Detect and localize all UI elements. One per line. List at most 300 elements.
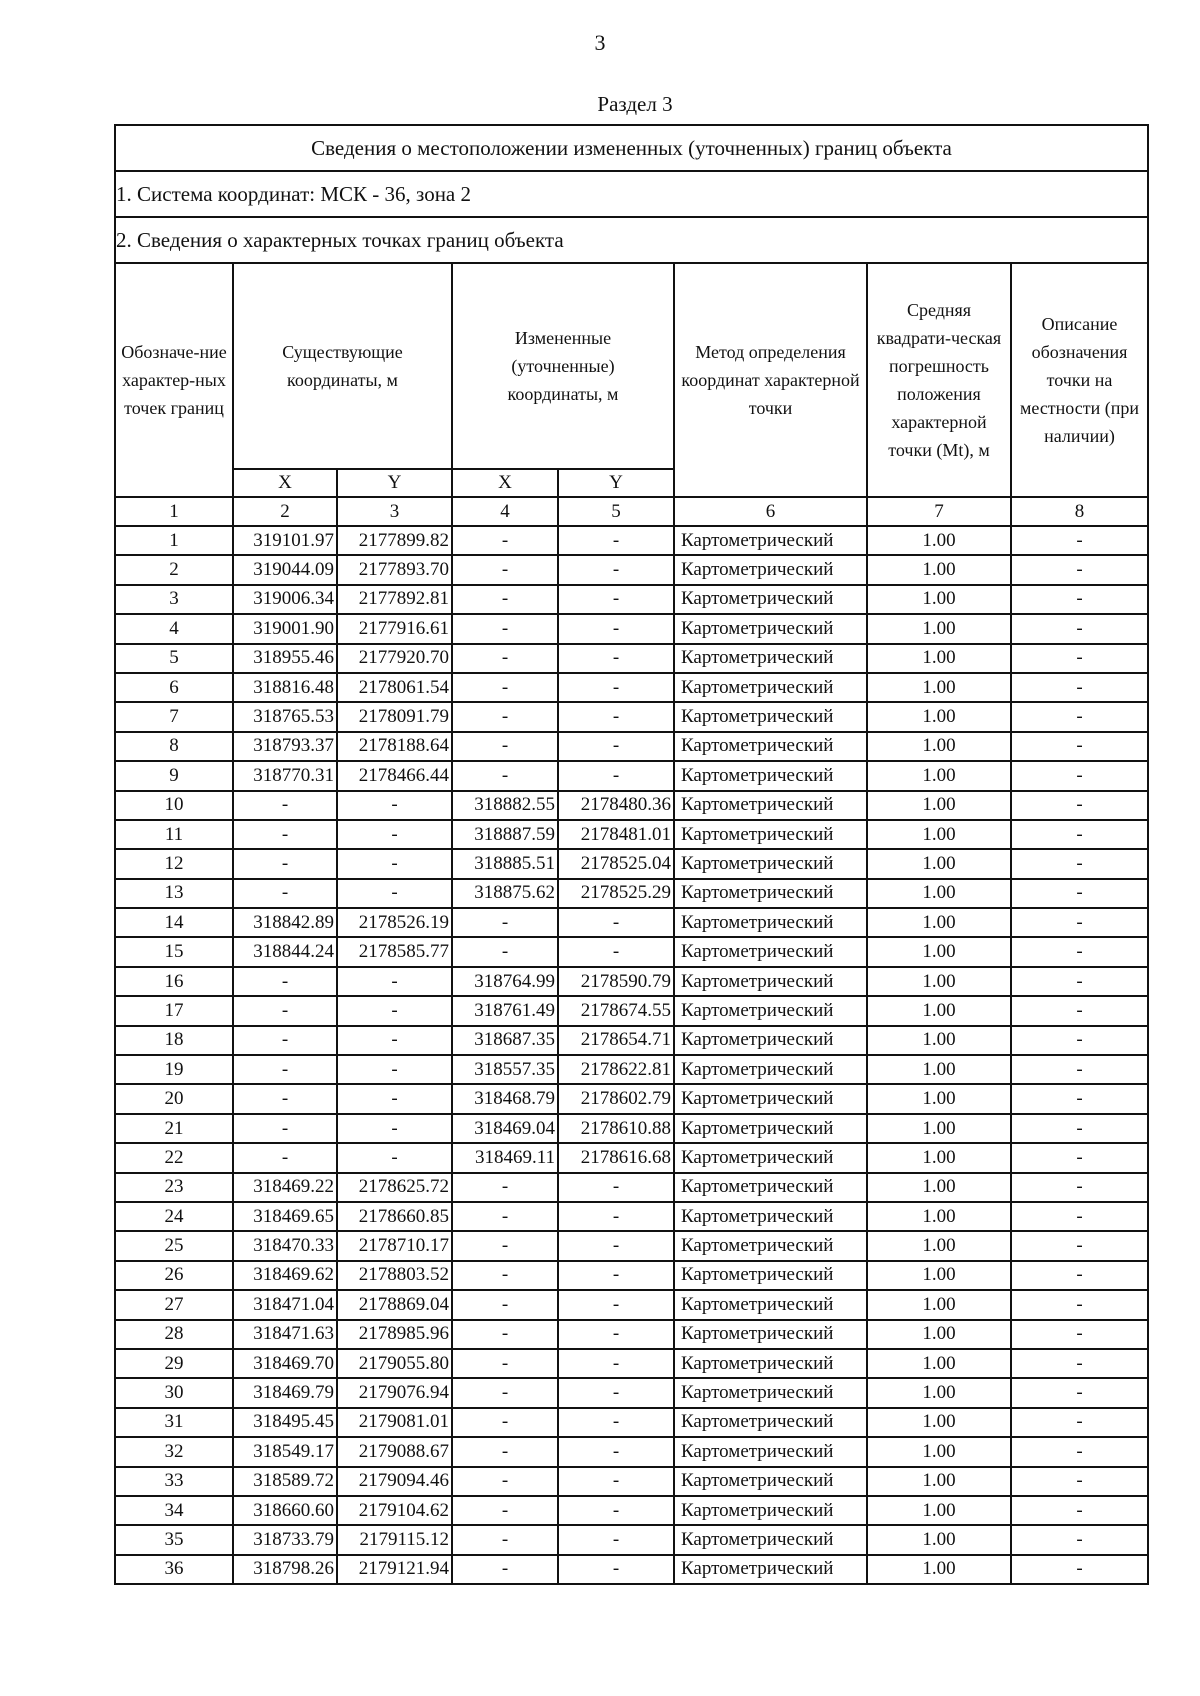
method-cell: Картометрический <box>674 996 867 1025</box>
changed-y-cell: - <box>558 1231 674 1260</box>
description-cell: - <box>1011 732 1148 761</box>
error-cell: 1.00 <box>867 526 1011 555</box>
point-number-cell: 33 <box>115 1467 233 1496</box>
error-cell: 1.00 <box>867 1231 1011 1260</box>
changed-y-cell: - <box>558 1202 674 1231</box>
description-cell: - <box>1011 585 1148 614</box>
table-row <box>115 1290 1148 1319</box>
existing-x-cell: - <box>233 996 337 1025</box>
column-number: 1 <box>115 497 233 526</box>
table-row <box>115 673 1148 702</box>
changed-y-cell: 2178525.04 <box>558 849 674 878</box>
changed-y-cell: - <box>558 1525 674 1554</box>
table-title: Сведения о местоположении измененных (уточненных) границ объекта <box>115 125 1148 171</box>
existing-y-cell: 2179076.94 <box>337 1378 452 1407</box>
header-existing-y: Y <box>337 469 452 497</box>
changed-x-cell: - <box>452 732 558 761</box>
table-row <box>115 555 1148 584</box>
changed-y-cell: - <box>558 1261 674 1290</box>
existing-y-cell: 2178869.04 <box>337 1290 452 1319</box>
column-number: 7 <box>867 497 1011 526</box>
description-cell: - <box>1011 1231 1148 1260</box>
error-cell: 1.00 <box>867 1525 1011 1554</box>
existing-y-cell: 2178526.19 <box>337 908 452 937</box>
point-number-cell: 4 <box>115 614 233 643</box>
existing-x-cell: 319101.97 <box>233 526 337 555</box>
changed-x-cell: - <box>452 644 558 673</box>
error-cell: 1.00 <box>867 1320 1011 1349</box>
changed-x-cell: - <box>452 1231 558 1260</box>
method-cell: Картометрический <box>674 585 867 614</box>
error-cell: 1.00 <box>867 1143 1011 1172</box>
changed-y-cell: - <box>558 732 674 761</box>
changed-y-cell: - <box>558 1378 674 1407</box>
column-number: 6 <box>674 497 867 526</box>
changed-x-cell: 318469.11 <box>452 1143 558 1172</box>
method-cell: Картометрический <box>674 644 867 673</box>
changed-x-cell: - <box>452 526 558 555</box>
changed-y-cell: 2178590.79 <box>558 967 674 996</box>
point-number-cell: 24 <box>115 1202 233 1231</box>
existing-y-cell: 2179094.46 <box>337 1467 452 1496</box>
changed-x-cell: 318764.99 <box>452 967 558 996</box>
existing-x-cell: - <box>233 967 337 996</box>
existing-x-cell: - <box>233 849 337 878</box>
existing-y-cell: 2177893.70 <box>337 555 452 584</box>
error-cell: 1.00 <box>867 1290 1011 1319</box>
table-row <box>115 1378 1148 1407</box>
existing-y-cell: - <box>337 967 452 996</box>
existing-y-cell: 2178188.64 <box>337 732 452 761</box>
changed-y-cell: 2178616.68 <box>558 1143 674 1172</box>
description-cell: - <box>1011 996 1148 1025</box>
changed-x-cell: - <box>452 1525 558 1554</box>
error-cell: 1.00 <box>867 937 1011 966</box>
changed-x-cell: - <box>452 1290 558 1319</box>
table-row <box>115 644 1148 673</box>
point-number-cell: 13 <box>115 879 233 908</box>
column-number: 5 <box>558 497 674 526</box>
existing-y-cell: 2178585.77 <box>337 937 452 966</box>
method-cell: Картометрический <box>674 820 867 849</box>
point-number-cell: 32 <box>115 1437 233 1466</box>
description-cell: - <box>1011 791 1148 820</box>
changed-x-cell: - <box>452 1349 558 1378</box>
existing-y-cell: - <box>337 791 452 820</box>
description-cell: - <box>1011 1349 1148 1378</box>
method-cell: Картометрический <box>674 1202 867 1231</box>
existing-y-cell: 2178710.17 <box>337 1231 452 1260</box>
existing-y-cell: 2179115.12 <box>337 1525 452 1554</box>
changed-x-cell: 318761.49 <box>452 996 558 1025</box>
point-number-cell: 36 <box>115 1555 233 1584</box>
existing-y-cell: - <box>337 1084 452 1113</box>
method-cell: Картометрический <box>674 1496 867 1525</box>
table-row <box>115 1084 1148 1113</box>
existing-x-cell: - <box>233 1084 337 1113</box>
existing-x-cell: 318469.22 <box>233 1173 337 1202</box>
existing-x-cell: 318793.37 <box>233 732 337 761</box>
description-cell: - <box>1011 761 1148 790</box>
changed-x-cell: 318469.04 <box>452 1114 558 1143</box>
changed-x-cell: - <box>452 1202 558 1231</box>
existing-x-cell: 318469.70 <box>233 1349 337 1378</box>
changed-x-cell: - <box>452 761 558 790</box>
error-cell: 1.00 <box>867 1378 1011 1407</box>
table-row <box>115 1202 1148 1231</box>
method-cell: Картометрический <box>674 1084 867 1113</box>
existing-x-cell: 318842.89 <box>233 908 337 937</box>
existing-x-cell: 318798.26 <box>233 1555 337 1584</box>
description-cell: - <box>1011 879 1148 908</box>
error-cell: 1.00 <box>867 1055 1011 1084</box>
error-cell: 1.00 <box>867 1202 1011 1231</box>
method-cell: Картометрический <box>674 1349 867 1378</box>
page-number: 3 <box>594 30 606 55</box>
error-cell: 1.00 <box>867 1437 1011 1466</box>
table-row <box>115 937 1148 966</box>
existing-y-cell: 2178061.54 <box>337 673 452 702</box>
point-number-cell: 16 <box>115 967 233 996</box>
existing-y-cell: 2179104.62 <box>337 1496 452 1525</box>
error-cell: 1.00 <box>867 820 1011 849</box>
table-row <box>115 1496 1148 1525</box>
method-cell: Картометрический <box>674 1290 867 1319</box>
description-cell: - <box>1011 1055 1148 1084</box>
existing-y-cell: 2179121.94 <box>337 1555 452 1584</box>
method-cell: Картометрический <box>674 732 867 761</box>
changed-x-cell: - <box>452 702 558 731</box>
existing-x-cell: 318495.45 <box>233 1408 337 1437</box>
existing-x-cell: 318469.65 <box>233 1202 337 1231</box>
method-cell: Картометрический <box>674 937 867 966</box>
method-cell: Картометрический <box>674 1525 867 1554</box>
error-cell: 1.00 <box>867 585 1011 614</box>
changed-y-cell: 2178525.29 <box>558 879 674 908</box>
changed-x-cell: - <box>452 1408 558 1437</box>
point-number-cell: 25 <box>115 1231 233 1260</box>
existing-x-cell: 318469.79 <box>233 1378 337 1407</box>
point-number-cell: 17 <box>115 996 233 1025</box>
table-row <box>115 761 1148 790</box>
changed-x-cell: 318885.51 <box>452 849 558 878</box>
table-row <box>115 1231 1148 1260</box>
table-row <box>115 1437 1148 1466</box>
error-cell: 1.00 <box>867 614 1011 643</box>
changed-y-cell: - <box>558 761 674 790</box>
changed-x-cell: 318875.62 <box>452 879 558 908</box>
changed-y-cell: - <box>558 555 674 584</box>
description-cell: - <box>1011 1378 1148 1407</box>
description-cell: - <box>1011 1202 1148 1231</box>
column-number: 4 <box>452 497 558 526</box>
point-number-cell: 3 <box>115 585 233 614</box>
changed-y-cell: 2178481.01 <box>558 820 674 849</box>
table-row <box>115 820 1148 849</box>
existing-x-cell: - <box>233 1026 337 1055</box>
existing-x-cell: 319044.09 <box>233 555 337 584</box>
changed-y-cell: 2178654.71 <box>558 1026 674 1055</box>
error-cell: 1.00 <box>867 879 1011 908</box>
point-number-cell: 28 <box>115 1320 233 1349</box>
existing-x-cell: 318770.31 <box>233 761 337 790</box>
existing-y-cell: - <box>337 1055 452 1084</box>
table-row <box>115 1143 1148 1172</box>
table-row <box>115 849 1148 878</box>
point-number-cell: 21 <box>115 1114 233 1143</box>
method-cell: Картометрический <box>674 1261 867 1290</box>
boundary-points-table <box>114 124 1149 1585</box>
error-cell: 1.00 <box>867 791 1011 820</box>
error-cell: 1.00 <box>867 1408 1011 1437</box>
description-cell: - <box>1011 1261 1148 1290</box>
table-row <box>115 1320 1148 1349</box>
error-cell: 1.00 <box>867 644 1011 673</box>
table-row <box>115 585 1148 614</box>
error-cell: 1.00 <box>867 732 1011 761</box>
point-number-cell: 7 <box>115 702 233 731</box>
description-cell: - <box>1011 1084 1148 1113</box>
changed-x-cell: - <box>452 937 558 966</box>
error-cell: 1.00 <box>867 1261 1011 1290</box>
table-row <box>115 996 1148 1025</box>
table-row <box>115 1525 1148 1554</box>
header-point: Обозначе-ние характер-ных точек границ <box>115 263 233 497</box>
description-cell: - <box>1011 1408 1148 1437</box>
existing-y-cell: 2177892.81 <box>337 585 452 614</box>
method-cell: Картометрический <box>674 555 867 584</box>
existing-y-cell: 2178803.52 <box>337 1261 452 1290</box>
description-cell: - <box>1011 1173 1148 1202</box>
changed-x-cell: - <box>452 673 558 702</box>
point-number-cell: 20 <box>115 1084 233 1113</box>
existing-y-cell: 2179088.67 <box>337 1437 452 1466</box>
error-cell: 1.00 <box>867 1555 1011 1584</box>
table-row <box>115 1261 1148 1290</box>
table-row <box>115 526 1148 555</box>
changed-y-cell: 2178674.55 <box>558 996 674 1025</box>
table-row <box>115 1114 1148 1143</box>
point-number-cell: 27 <box>115 1290 233 1319</box>
existing-x-cell: 318589.72 <box>233 1467 337 1496</box>
method-cell: Картометрический <box>674 1408 867 1437</box>
column-number: 8 <box>1011 497 1148 526</box>
header-changed-y: Y <box>558 469 674 497</box>
header-method: Метод определения координат характерной точки <box>674 263 867 497</box>
changed-x-cell: - <box>452 1437 558 1466</box>
changed-y-cell: 2178610.88 <box>558 1114 674 1143</box>
existing-x-cell: 318733.79 <box>233 1525 337 1554</box>
existing-x-cell: 318471.63 <box>233 1320 337 1349</box>
existing-y-cell: 2178466.44 <box>337 761 452 790</box>
error-cell: 1.00 <box>867 1026 1011 1055</box>
table-row <box>115 1555 1148 1584</box>
description-cell: - <box>1011 1026 1148 1055</box>
existing-y-cell: - <box>337 820 452 849</box>
header-existing-x: X <box>233 469 337 497</box>
existing-x-cell: - <box>233 1143 337 1172</box>
error-cell: 1.00 <box>867 1496 1011 1525</box>
header-existing-coordinates: Существующие координаты, м <box>233 263 452 469</box>
existing-y-cell: 2177899.82 <box>337 526 452 555</box>
table-body <box>115 526 1148 1584</box>
changed-y-cell: - <box>558 908 674 937</box>
table-row <box>115 879 1148 908</box>
table-row <box>115 791 1148 820</box>
existing-y-cell: 2179081.01 <box>337 1408 452 1437</box>
column-number: 2 <box>233 497 337 526</box>
existing-y-cell: 2178625.72 <box>337 1173 452 1202</box>
changed-x-cell: - <box>452 585 558 614</box>
existing-x-cell: 318660.60 <box>233 1496 337 1525</box>
description-cell: - <box>1011 614 1148 643</box>
point-number-cell: 35 <box>115 1525 233 1554</box>
method-cell: Картометрический <box>674 1231 867 1260</box>
existing-y-cell: - <box>337 879 452 908</box>
error-cell: 1.00 <box>867 673 1011 702</box>
point-number-cell: 10 <box>115 791 233 820</box>
existing-y-cell: 2177916.61 <box>337 614 452 643</box>
existing-x-cell: - <box>233 1055 337 1084</box>
changed-y-cell: - <box>558 1349 674 1378</box>
error-cell: 1.00 <box>867 702 1011 731</box>
table-row <box>115 1349 1148 1378</box>
method-cell: Картометрический <box>674 1437 867 1466</box>
method-cell: Картометрический <box>674 1378 867 1407</box>
description-cell: - <box>1011 937 1148 966</box>
method-cell: Картометрический <box>674 1320 867 1349</box>
changed-y-cell: - <box>558 673 674 702</box>
changed-y-cell: - <box>558 1408 674 1437</box>
existing-x-cell: 318469.62 <box>233 1261 337 1290</box>
error-cell: 1.00 <box>867 1467 1011 1496</box>
method-cell: Картометрический <box>674 702 867 731</box>
point-number-cell: 22 <box>115 1143 233 1172</box>
error-cell: 1.00 <box>867 555 1011 584</box>
description-cell: - <box>1011 908 1148 937</box>
existing-x-cell: 318549.17 <box>233 1437 337 1466</box>
error-cell: 1.00 <box>867 1084 1011 1113</box>
point-number-cell: 19 <box>115 1055 233 1084</box>
changed-y-cell: 2178602.79 <box>558 1084 674 1113</box>
description-cell: - <box>1011 1525 1148 1554</box>
existing-y-cell: - <box>337 849 452 878</box>
existing-x-cell: 318471.04 <box>233 1290 337 1319</box>
method-cell: Картометрический <box>674 761 867 790</box>
changed-x-cell: - <box>452 1261 558 1290</box>
existing-y-cell: 2178091.79 <box>337 702 452 731</box>
changed-y-cell: - <box>558 1320 674 1349</box>
method-cell: Картометрический <box>674 908 867 937</box>
changed-y-cell: - <box>558 1467 674 1496</box>
point-number-cell: 15 <box>115 937 233 966</box>
changed-x-cell: - <box>452 614 558 643</box>
description-cell: - <box>1011 849 1148 878</box>
changed-y-cell: - <box>558 702 674 731</box>
point-number-cell: 18 <box>115 1026 233 1055</box>
changed-x-cell: 318887.59 <box>452 820 558 849</box>
existing-x-cell: 318816.48 <box>233 673 337 702</box>
description-cell: - <box>1011 1114 1148 1143</box>
error-cell: 1.00 <box>867 996 1011 1025</box>
changed-y-cell: - <box>558 1290 674 1319</box>
method-cell: Картометрический <box>674 1114 867 1143</box>
existing-x-cell: - <box>233 879 337 908</box>
description-cell: - <box>1011 1467 1148 1496</box>
existing-x-cell: 318844.24 <box>233 937 337 966</box>
changed-y-cell: - <box>558 1173 674 1202</box>
description-cell: - <box>1011 673 1148 702</box>
existing-y-cell: 2178660.85 <box>337 1202 452 1231</box>
changed-x-cell: 318468.79 <box>452 1084 558 1113</box>
description-cell: - <box>1011 1555 1148 1584</box>
existing-x-cell: 318470.33 <box>233 1231 337 1260</box>
point-number-cell: 12 <box>115 849 233 878</box>
existing-x-cell: 319001.90 <box>233 614 337 643</box>
description-cell: - <box>1011 1496 1148 1525</box>
existing-y-cell: - <box>337 996 452 1025</box>
table-row <box>115 908 1148 937</box>
changed-y-cell: - <box>558 1555 674 1584</box>
changed-y-cell: - <box>558 585 674 614</box>
method-cell: Картометрический <box>674 1467 867 1496</box>
point-number-cell: 30 <box>115 1378 233 1407</box>
changed-x-cell: - <box>452 1496 558 1525</box>
point-number-cell: 9 <box>115 761 233 790</box>
point-number-cell: 6 <box>115 673 233 702</box>
method-cell: Картометрический <box>674 673 867 702</box>
method-cell: Картометрический <box>674 791 867 820</box>
error-cell: 1.00 <box>867 1114 1011 1143</box>
method-cell: Картометрический <box>674 1143 867 1172</box>
description-cell: - <box>1011 1290 1148 1319</box>
table-row <box>115 1408 1148 1437</box>
header-description: Описание обозначения точки на местности (при наличии) <box>1011 263 1148 497</box>
description-cell: - <box>1011 702 1148 731</box>
coordinate-system: 1. Система координат: МСК - 36, зона 2 <box>115 171 1148 217</box>
method-cell: Картометрический <box>674 1026 867 1055</box>
existing-y-cell: - <box>337 1114 452 1143</box>
changed-y-cell: - <box>558 1496 674 1525</box>
existing-x-cell: 318955.46 <box>233 644 337 673</box>
column-numbers-row <box>115 497 1148 526</box>
existing-x-cell: 319006.34 <box>233 585 337 614</box>
point-number-cell: 11 <box>115 820 233 849</box>
existing-x-cell: - <box>233 1114 337 1143</box>
changed-y-cell: 2178480.36 <box>558 791 674 820</box>
changed-x-cell: - <box>452 908 558 937</box>
description-cell: - <box>1011 644 1148 673</box>
description-cell: - <box>1011 1437 1148 1466</box>
method-cell: Картометрический <box>674 967 867 996</box>
changed-x-cell: 318687.35 <box>452 1026 558 1055</box>
point-number-cell: 1 <box>115 526 233 555</box>
error-cell: 1.00 <box>867 1349 1011 1378</box>
error-cell: 1.00 <box>867 1173 1011 1202</box>
point-number-cell: 31 <box>115 1408 233 1437</box>
existing-x-cell: - <box>233 820 337 849</box>
method-cell: Картометрический <box>674 526 867 555</box>
table-row <box>115 1026 1148 1055</box>
existing-y-cell: 2178985.96 <box>337 1320 452 1349</box>
section-title: Раздел 3 <box>597 92 673 116</box>
changed-x-cell: - <box>452 1555 558 1584</box>
description-cell: - <box>1011 1320 1148 1349</box>
changed-x-cell: - <box>452 1467 558 1496</box>
existing-y-cell: 2177920.70 <box>337 644 452 673</box>
existing-y-cell: 2179055.80 <box>337 1349 452 1378</box>
table-row <box>115 1055 1148 1084</box>
